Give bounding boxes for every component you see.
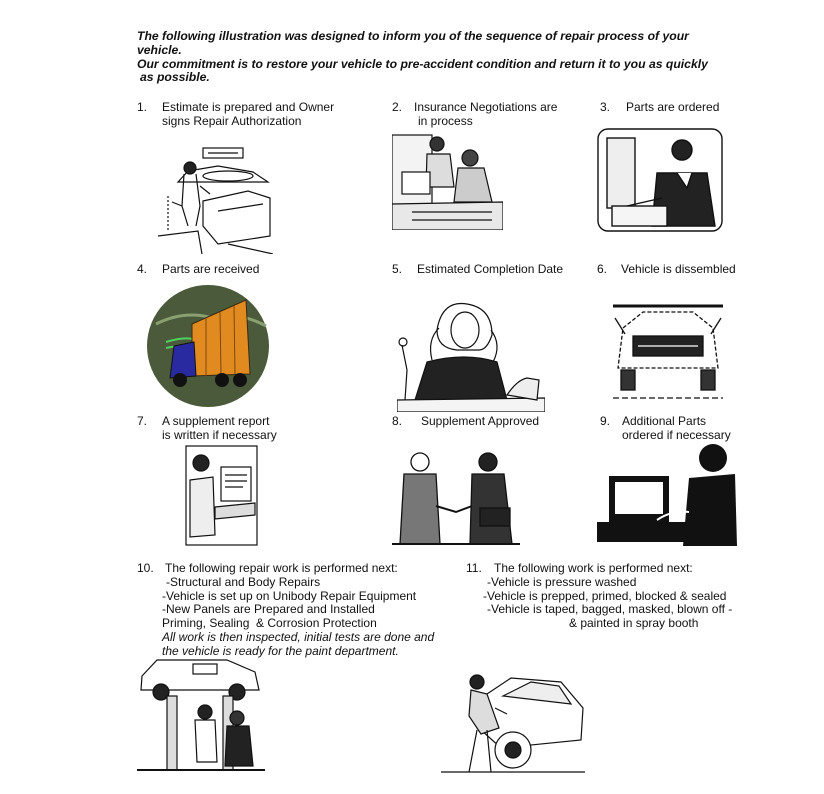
step-text: Additional Parts bbox=[622, 414, 707, 428]
step-text-2: ordered if necessary bbox=[622, 428, 731, 442]
step-number: 10. bbox=[137, 561, 154, 575]
step-11-heading: The following work is performed next: bbox=[494, 561, 693, 575]
supplement-report-illustration bbox=[185, 445, 258, 546]
step-11-item: -Vehicle is taped, bagged, masked, blown off - bbox=[487, 602, 733, 617]
step-text-2: in process bbox=[418, 114, 473, 128]
intro-line-2: vehicle. bbox=[137, 42, 182, 57]
completion-date-illustration bbox=[397, 300, 545, 412]
step-number: 7. bbox=[137, 414, 148, 428]
step-4-caption bbox=[137, 262, 259, 276]
step-10-item: Priming, Sealing & Corrosion Protection bbox=[162, 616, 377, 631]
step-text: Estimate is prepared and Owner bbox=[162, 100, 335, 114]
step-10-item: -New Panels are Prepared and Installed bbox=[162, 602, 375, 617]
step-7-caption bbox=[137, 414, 277, 442]
step-text: Supplement Approved bbox=[421, 414, 540, 428]
step-text: Parts are received bbox=[162, 262, 260, 276]
step-11-item: -Vehicle is prepped, primed, blocked & sealed bbox=[483, 588, 727, 603]
intro-text bbox=[137, 30, 767, 85]
intro-line-4: as possible. bbox=[140, 70, 210, 85]
step-10-item: -Vehicle is set up on Unibody Repair Equipment bbox=[162, 588, 417, 603]
step-number: 2. bbox=[392, 100, 403, 114]
step-number: 4. bbox=[137, 262, 148, 276]
step-11-item: & painted in spray booth bbox=[569, 616, 699, 631]
step-text-2: signs Repair Authorization bbox=[162, 114, 302, 128]
step-6-caption bbox=[597, 262, 736, 276]
step-9-caption bbox=[600, 414, 731, 442]
car-lift-illustration bbox=[137, 656, 265, 774]
step-number: 8. bbox=[392, 414, 403, 428]
step-10-note: All work is then inspected, initial tests are done and bbox=[162, 629, 435, 644]
step-8-caption bbox=[392, 414, 539, 428]
step-text: Estimated Completion Date bbox=[417, 262, 564, 276]
step-number: 9. bbox=[600, 414, 611, 428]
step-5-caption bbox=[392, 262, 563, 276]
parts-received-illustration bbox=[146, 284, 270, 408]
step-11-block bbox=[466, 562, 732, 631]
additional-parts-illustration bbox=[597, 440, 737, 546]
parts-ordered-illustration bbox=[597, 128, 723, 232]
step-11-item: -Vehicle is pressure washed bbox=[487, 574, 637, 589]
step-1-caption bbox=[137, 100, 334, 128]
estimate-illustration bbox=[158, 136, 273, 254]
intro-line-3: Our commitment is to restore your vehicle to pre-accident condition and return it to you as quickly bbox=[137, 56, 708, 71]
step-text-2: is written if necessary bbox=[162, 428, 277, 442]
step-10-item: -Structural and Body Repairs bbox=[166, 574, 321, 589]
step-3-caption bbox=[600, 100, 719, 114]
car-wash-illustration bbox=[441, 668, 585, 774]
step-number: 3. bbox=[600, 100, 611, 114]
intro-line-1: The following illustration was designed to inform you of the sequence of repair process of your bbox=[137, 29, 689, 43]
step-2-caption bbox=[392, 100, 557, 128]
vehicle-dissembled-illustration bbox=[613, 298, 723, 406]
step-number: 6. bbox=[597, 262, 608, 276]
step-text: Insurance Negotiations are bbox=[414, 100, 558, 114]
insurance-illustration bbox=[392, 132, 503, 230]
step-10-note: the vehicle is ready for the paint department. bbox=[162, 643, 399, 658]
step-10-block bbox=[137, 562, 434, 659]
step-text: Vehicle is dissembled bbox=[621, 262, 736, 276]
step-text: Parts are ordered bbox=[626, 100, 720, 114]
supplement-approved-illustration bbox=[392, 448, 520, 548]
step-number: 11. bbox=[466, 561, 482, 575]
step-number: 1. bbox=[137, 100, 148, 114]
step-10-heading: The following repair work is performed next: bbox=[165, 561, 398, 575]
step-number: 5. bbox=[392, 262, 403, 276]
step-text: A supplement report bbox=[162, 414, 270, 428]
